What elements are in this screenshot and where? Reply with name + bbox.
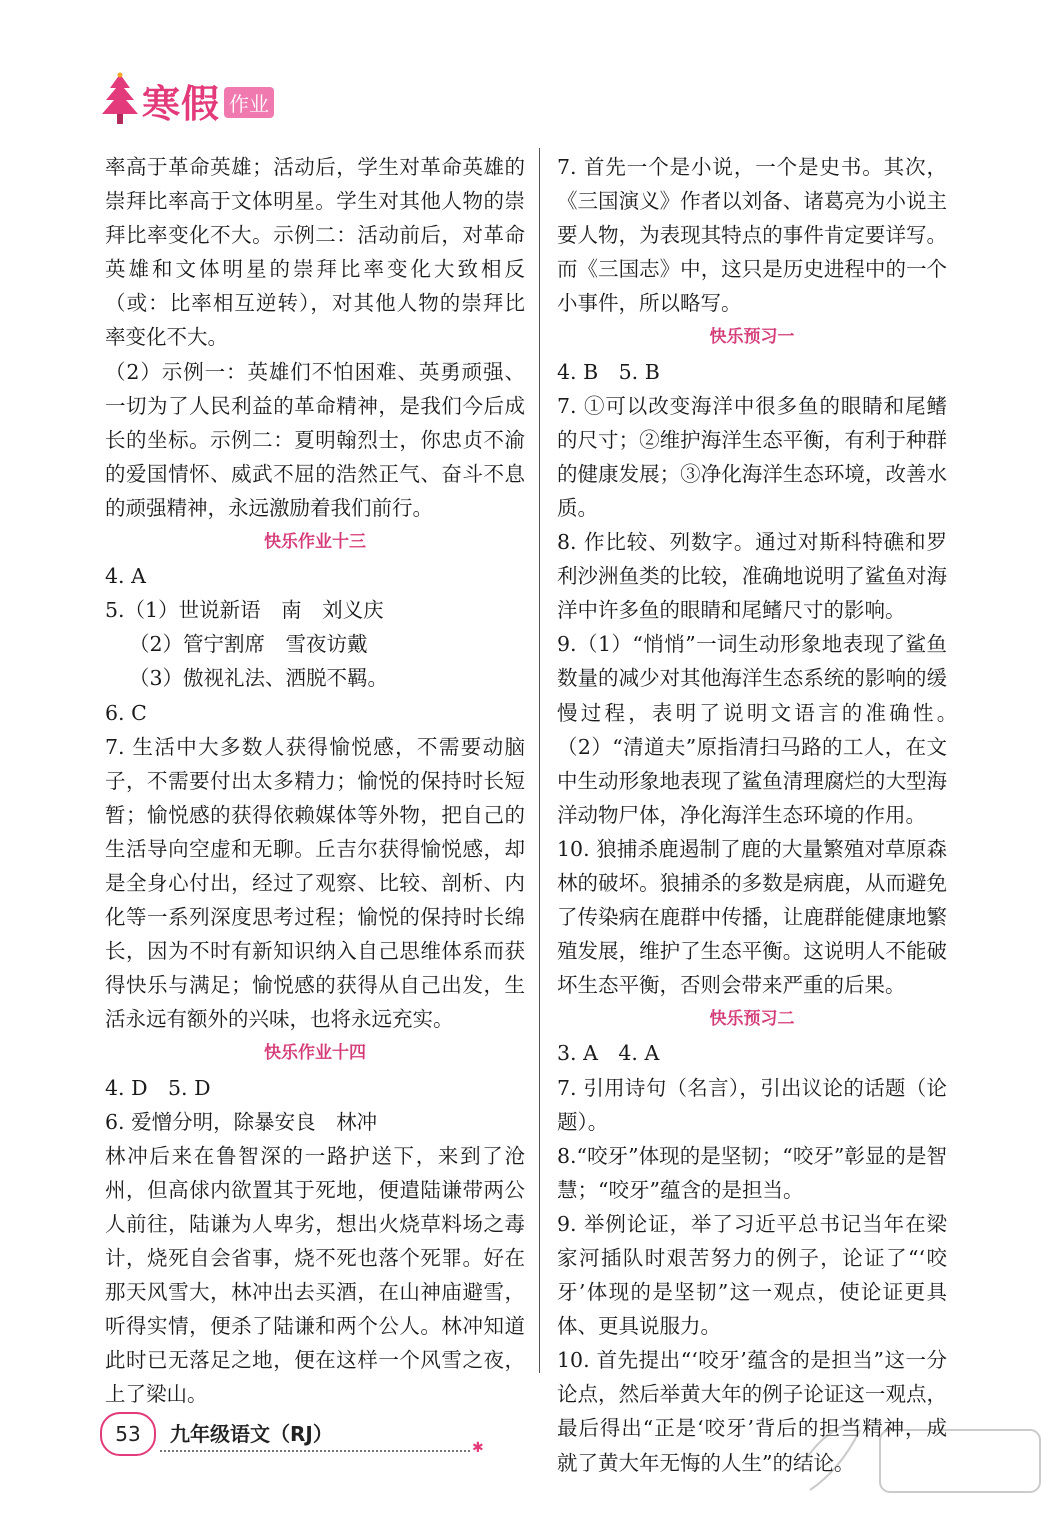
answer-paragraph: 6. 爱憎分明，除暴安良 林冲	[105, 1109, 378, 1134]
right-column	[557, 150, 968, 1480]
answer-paragraph: 5.（1）世说新语 南 刘义庆	[105, 598, 384, 623]
answer-paragraph: （3）傲视礼法、洒脱不羁。	[129, 666, 389, 691]
answer-paragraph: 4. A	[105, 564, 146, 589]
star-icon: ✱	[472, 1440, 484, 1456]
answer-paragraph: 8. 作比较、列数字。通过对斯科特礁和罗利沙洲鱼类的比较，准确地说明了鲨鱼对海洋中许多鱼的眼睛和尾鳍尺寸的影响。	[557, 530, 947, 623]
answer-paragraph: 9.（1）“悄悄”一词生动形象地表现了鲨鱼数量的减少对其他海洋生态系统的影响的缓慢过程，表明了说明文语言的准确性。 （2）“清道夫”原指清扫马路的工人，在文中生动形象地表现了鲨鱼清理腐烂的大型海洋动物尸体，净化海洋生态环境的作用。	[557, 632, 968, 827]
answer-paragraph: 10. 首先提出“‘咬牙’蕴含的是担当”这一分论点，然后举黄大年的例子论证这一观点，最后得出“正是‘咬牙’背后的担当精神，成就了黄大年无悔的人生”的结论。	[557, 1348, 947, 1475]
answer-paragraph: 7. 生活中大多数人获得愉悦感，不需要动脑子，不需要付出太多精力；愉悦的保持时长短暂；愉悦感的获得依赖媒体等外物，把自己的生活导向空虚和无聊。丘吉尔获得愉悦感，却是全身心付出，经过了观察、比较、剖析、内化等一系列深度思考过程；愉悦的保持时长绵长，因为不时有新知识纳入自己思维体系而获得快乐与满足；愉悦感的获得从自己出发，生活永远有额外的兴味，也将永远充实。	[105, 734, 525, 1032]
answer-paragraph: 4. B 5. B	[557, 359, 660, 384]
answer-paragraph: 8.“咬牙”体现的是坚韧；“咬牙”彰显的是智慧；“咬牙”蕴含的是担当。	[557, 1143, 947, 1202]
column-divider	[539, 148, 540, 1373]
answer-paragraph: （2）管宁割席 雪夜访戴	[129, 632, 368, 657]
brand-title: 寒假	[142, 82, 221, 126]
section-heading: 快乐预习二	[709, 1009, 795, 1030]
answer-paragraph: 3. A 4. A	[557, 1041, 660, 1066]
section-heading: 快乐预习一	[709, 327, 795, 348]
answer-paragraph: 7. ①可以改变海洋中很多鱼的眼睛和尾鳍的尺寸；②维护海洋生态平衡，有利于种群的健康发展；③净化海洋生态环境，改善水质。	[557, 393, 947, 520]
answer-paragraph: 4. D 5. D	[105, 1075, 211, 1100]
page-header	[100, 68, 274, 128]
brand-subtitle: 作业	[224, 87, 274, 118]
answer-paragraph: 林冲后来在鲁智深的一路护送下，来到了沧州，但高俅内欲置其于死地，便遣陆谦带两公人前往，陆谦为人卑劣，想出火烧草料场之毒计，烧死自会省事，烧不死也落个死罪。好在那天风雪大，林冲出去买酒，在山神庙避雪，听得实情，便杀了陆谦和两个公人。林冲知道此时已无落足之地，便在这样一个风雪之夜，上了梁山。	[105, 1143, 525, 1407]
christmas-tree-icon	[100, 72, 140, 128]
answer-paragraph: 6. C	[105, 700, 147, 725]
left-column	[105, 150, 525, 1411]
answer-paragraph: 7. 引用诗句（名言），引出议论的话题（论题）。	[557, 1075, 947, 1134]
answer-paragraph: （2）示例一：英雄们不怕困难、英勇顽强、一切为了人民利益的革命精神，是我们今后成长的坐标。示例二：夏明翰烈士，你忠贞不渝的爱国情怀、威武不屈的浩然正气、奋斗不息的顽强精神，永远激励着我们前行。	[105, 359, 525, 520]
page-number: 53	[100, 1412, 156, 1456]
dotted-rule	[160, 1450, 470, 1452]
answer-paragraph: 10. 狼捕杀鹿遏制了鹿的大量繁殖对草原森林的破坏。狼捕杀的多数是病鹿，从而避免了传染病在鹿群中传播，让鹿群能健康地繁殖发展，维护了生态平衡。这说明人不能破坏生态平衡，否则会带来严重的后果。	[557, 836, 947, 998]
answer-paragraph: 9. 举例论证，举了习近平总书记当年在梁家河插队时艰苦努力的例子，论证了“‘咬牙’体现的是坚韧”这一观点，使论证更具体、更具说服力。	[557, 1211, 947, 1339]
answer-paragraph: 7. 首先一个是小说，一个是史书。其次，《三国演义》作者以刘备、诸葛亮为小说主要人物，为表现其特点的事件肯定要详写。而《三国志》中，这只是历史进程中的一个小事件，所以略写。	[557, 155, 947, 316]
answer-paragraph: 率高于革命英雄；活动后，学生对革命英雄的崇拜比率高于文体明星。学生对其他人物的崇拜比率变化不大。示例二：活动前后，对革命英雄和文体明星的崇拜比率变化大致相反（或：比率相互逆转），对其他人物的崇拜比率变化不大。	[105, 155, 525, 350]
watermark-logo	[770, 1360, 1052, 1536]
section-heading: 快乐作业十四	[264, 1043, 366, 1064]
grade-label: 九年级语文（RJ）	[170, 1422, 333, 1446]
section-heading: 快乐作业十三	[264, 532, 366, 553]
